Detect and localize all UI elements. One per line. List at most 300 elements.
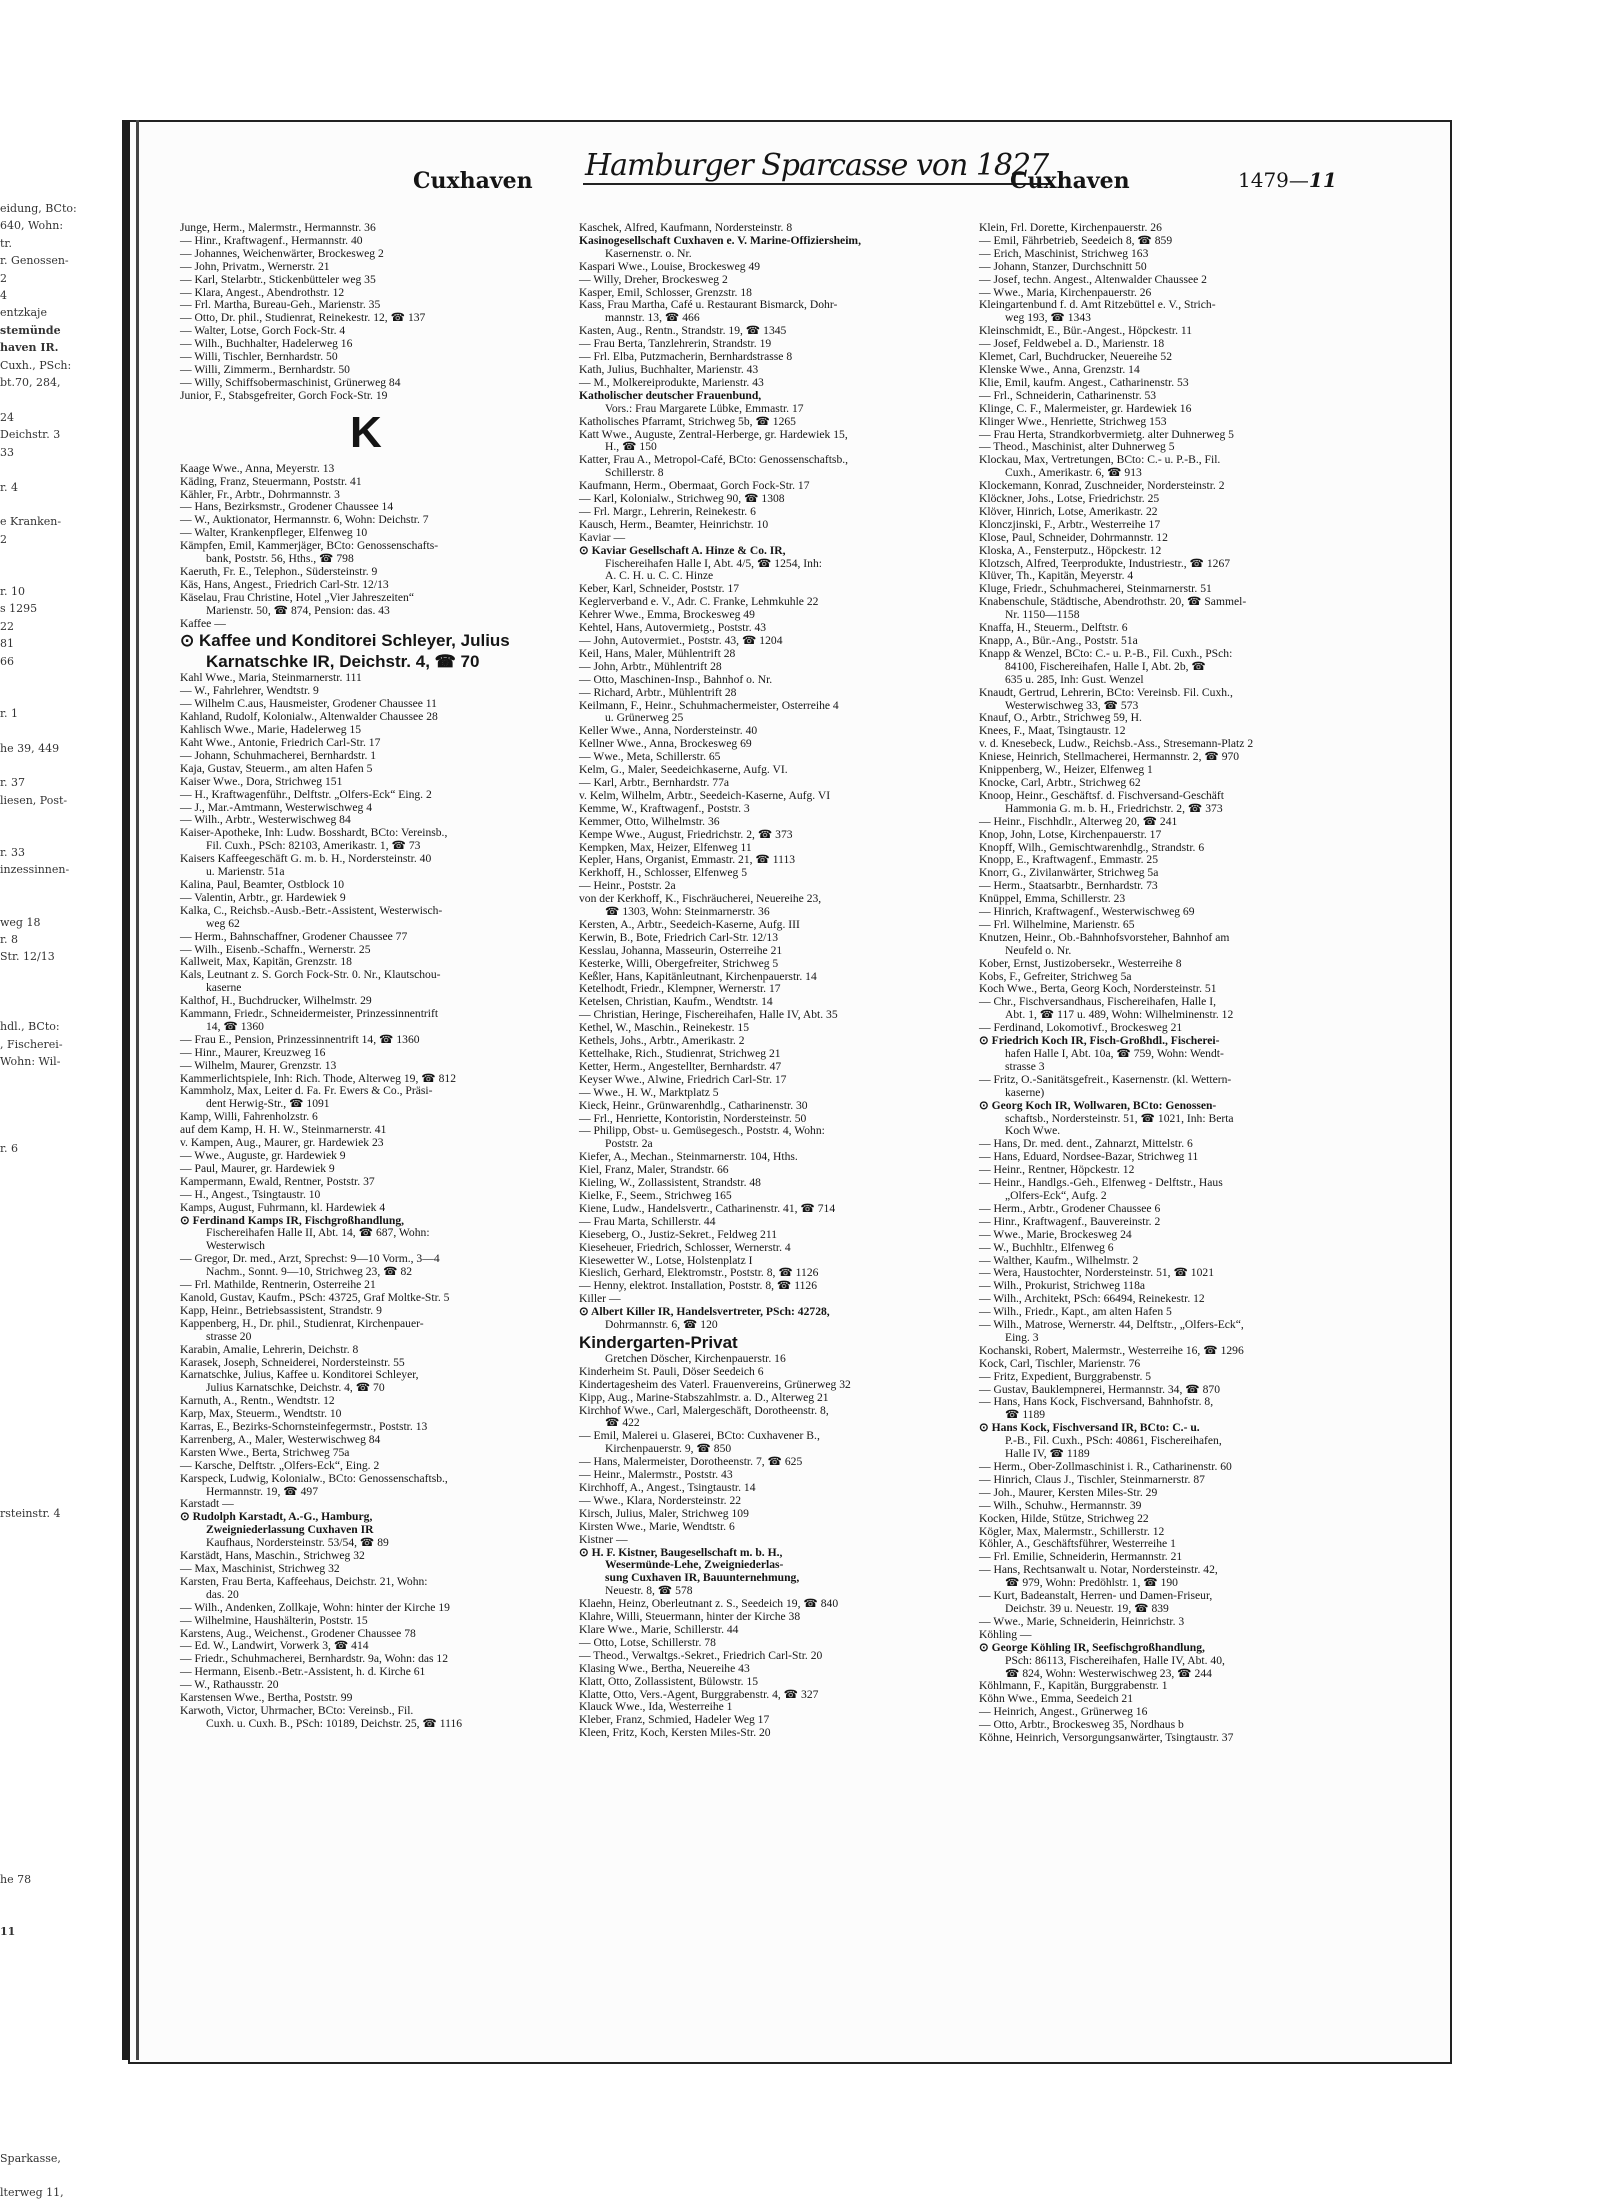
- prev-page-fragment: [0, 1244, 120, 1261]
- directory-entry: — Wilh., Buchhalter, Hadelerweg 16: [180, 337, 353, 351]
- directory-entry: Karnuth, A., Rentn., Wendtstr. 12: [180, 1394, 335, 1408]
- page-number-main: 1479—: [1238, 168, 1309, 192]
- prev-page-fragment: [0, 1436, 120, 1453]
- directory-entry: u. Marienstr. 51a: [206, 865, 285, 879]
- directory-entry: — Wilhelmine, Haushälterin, Poststr. 15: [180, 1613, 368, 1627]
- directory-entry: — Frl., Schneiderin, Catharinenstr. 53: [979, 388, 1157, 402]
- directory-entry: — Hans, Malermeister, Dorotheenstr. 7, ☎ 625: [579, 1455, 803, 1469]
- directory-entry: Karnatschke IR, Deichstr. 4, ☎ 70: [206, 652, 480, 672]
- directory-entry: Klein, Frl. Dorette, Kirchenpauerstr. 26: [979, 221, 1162, 234]
- prev-page-fragment: inzessinnen-: [0, 863, 70, 877]
- directory-entry: Karnatschke, Julius, Kaffee u. Konditorei Schleyer,: [180, 1368, 419, 1382]
- prev-page-fragment: [0, 391, 120, 408]
- directory-entry: Zweigniederlassung Cuxhaven IR: [206, 1523, 374, 1537]
- directory-entry: — Johann, Schuhmacherei, Bernhardstr. 1: [180, 748, 377, 762]
- header-city-right: Cuxhaven: [1010, 168, 1130, 194]
- directory-entry: Ketter, Herm., Angestellter, Bernhardstr. 47: [579, 1059, 782, 1073]
- directory-entry: — Willi, Zimmerm., Bernhardstr. 50: [180, 362, 350, 376]
- prev-page-fragment: 2: [0, 532, 7, 546]
- prev-page-fragment: [0, 2097, 120, 2114]
- directory-entry: Kahl Wwe., Maria, Steinmarnerstr. 111: [180, 671, 362, 685]
- prev-page-fragment: 2: [0, 271, 7, 285]
- prev-page-fragment: [0, 1384, 120, 1401]
- directory-entry: — Fritz, O.-Sanitätsgefreit., Kasernenstr. (kl. Wettern-: [979, 1072, 1232, 1086]
- directory-entry: Köhling —: [979, 1627, 1032, 1641]
- directory-entry: — Wilh., Eisenb.-Schaffn., Wernerstr. 25: [180, 942, 371, 956]
- directory-entry: Kochanski, Robert, Malermstr., Westerreihe 16, ☎ 1296: [979, 1343, 1244, 1357]
- directory-entry: Kluge, Friedr., Schuhmacherei, Steinmarnerstr. 51: [979, 582, 1212, 596]
- directory-entry: Julius Karnatschke, Deichstr. 4, ☎ 70: [206, 1381, 385, 1395]
- directory-entry: Kieck, Heinr., Grünwarenhdlg., Catharinenstr. 30: [579, 1098, 808, 1112]
- prev-page-fragment: [0, 896, 120, 913]
- directory-entry: Klenske Wwe., Anna, Grenzstr. 14: [979, 362, 1140, 376]
- prev-page-fragment: [0, 1105, 120, 1122]
- directory-entry: — Josef, Feldwebel a. D., Marienstr. 18: [979, 337, 1165, 351]
- prev-page-fragment: [0, 1714, 120, 1731]
- directory-entry: — Emil, Fährbetrieb, Seedeich 8, ☎ 859: [979, 233, 1173, 247]
- directory-entry: Kaufhaus, Nordersteinstr. 53/54, ☎ 89: [206, 1536, 389, 1550]
- directory-entry: Kämpfen, Emil, Kammerjäger, BCto: Genossenschafts-: [180, 539, 439, 553]
- directory-entry: Klare Wwe., Marie, Schillerstr. 44: [579, 1622, 739, 1636]
- directory-entry: Karstensen Wwe., Bertha, Poststr. 99: [180, 1691, 353, 1705]
- directory-entry: — Wilh., Andenken, Zollkaje, Wohn: hinter der Kirche 19: [180, 1600, 450, 1614]
- directory-entry: — Ferdinand, Lokomotivf., Brockesweg 21: [979, 1021, 1183, 1035]
- prev-page-fragment: hdl., BCto:: [0, 1020, 60, 1034]
- directory-entry: Kipp, Aug., Marine-Stabszahlmstr. a. D., Alterweg 21: [579, 1390, 829, 1404]
- directory-entry: — Wilhelm C.aus, Hausmeister, Grodener Chaussee 11: [180, 697, 437, 711]
- directory-entry: — Walther, Kaufm., Wilhelmstr. 2: [979, 1253, 1139, 1267]
- directory-entry: — Heinr., Poststr. 2a: [579, 879, 676, 893]
- directory-entry: — Paul, Maurer, gr. Hardewiek 9: [180, 1161, 335, 1175]
- prev-page-fragment: [0, 1819, 120, 1836]
- directory-entry: Kirsch, Julius, Maler, Strichweg 109: [579, 1506, 749, 1520]
- directory-entry: Kemmer, Otto, Wilhelmstr. 36: [579, 814, 720, 828]
- directory-entry: Kleinschmidt, E., Bür.-Angest., Höpckestr. 11: [979, 324, 1193, 338]
- directory-entry: v. Kampen, Aug., Maurer, gr. Hardewiek 23: [180, 1136, 384, 1150]
- directory-entry: — Henny, elektrot. Installation, Poststr. 8, ☎ 1126: [579, 1279, 818, 1293]
- directory-entry: weg 193, ☎ 1343: [1005, 311, 1091, 325]
- directory-entry: Köhlmann, F., Kapitän, Burggrabenstr. 1: [979, 1679, 1168, 1693]
- logo-text: Hamburger Sparcasse von 1827: [585, 148, 1049, 183]
- prev-page-fragment: [0, 1349, 120, 1366]
- directory-entry: Junior, F., Stabsgefreiter, Gorch Fock-Str. 19: [180, 388, 388, 402]
- directory-entry: Kelm, G., Maler, Seedeichkaserne, Aufg. VI.: [579, 763, 788, 777]
- directory-entry: Knoop, Heinr., Geschäftsf. d. Fischversand-Geschäft: [979, 788, 1225, 802]
- directory-entry: — Wera, Haustochter, Nordersteinstr. 51, ☎ 1021: [979, 1266, 1214, 1280]
- directory-entry: Kasten, Aug., Rentn., Strandstr. 19, ☎ 1345: [579, 324, 787, 338]
- binding-gutter: [122, 120, 130, 2060]
- directory-entry: — Frl. Martha, Bureau-Geh., Marienstr. 35: [180, 298, 381, 312]
- directory-entry: — Willy, Dreher, Brockesweg 2: [579, 272, 728, 286]
- prev-page-fragment: [0, 1314, 120, 1331]
- directory-entry: — Christian, Heringe, Fischereihafen, Halle IV, Abt. 35: [579, 1008, 838, 1022]
- directory-entry: Knippenberg, W., Heizer, Elfenweg 1: [979, 763, 1153, 777]
- directory-entry: schaftsb., Nordersteinstr. 51, ☎ 1021, Inh: Berta: [1005, 1111, 1234, 1125]
- prev-page-fragment: [0, 1401, 120, 1418]
- directory-entry: Kass, Frau Martha, Café u. Restaurant Bismarck, Dohr-: [579, 298, 838, 312]
- prev-page-fragment: [0, 966, 120, 983]
- directory-entry: Knutzen, Heinr., Ob.-Bahnhofsvorsteher, Bahnhof am: [979, 930, 1230, 944]
- directory-entry: Kieslich, Gerhard, Elektromstr., Poststr. 8, ☎ 1126: [579, 1266, 819, 1280]
- directory-entry: — W., Auktionator, Hermannstr. 6, Wohn: Deichstr. 7: [180, 513, 429, 527]
- directory-entry: — Hans, Dr. med. dent., Zahnarzt, Mittelstr. 6: [979, 1137, 1193, 1151]
- directory-entry: — Karl, Arbtr., Bernhardstr. 77a: [579, 775, 730, 789]
- directory-entry: Klonczjinski, F., Arbtr., Westerreihe 17: [979, 517, 1161, 531]
- directory-entry: — Heinr., Handlgs.-Geh., Elfenweg - Delftstr., Haus: [979, 1176, 1223, 1190]
- directory-entry: strasse 20: [206, 1329, 252, 1343]
- directory-entry: Knapp & Wenzel, BCto: C.- u. P.-B., Fil. Cuxh., PSch:: [979, 646, 1233, 660]
- prev-page-fragment: [0, 1070, 120, 1087]
- directory-entry: — Herm., Bahnschaffner, Grodener Chaussee 77: [180, 929, 408, 943]
- directory-entry: — Gustav, Bauklempnerei, Hermannstr. 34, ☎ 870: [979, 1382, 1221, 1396]
- prev-page-fragment: [0, 1453, 120, 1470]
- prev-page-fragment: r. 37: [0, 776, 26, 790]
- directory-entry: ⊙ Albert Killer IR, Handelsvertreter, PSch: 42728,: [579, 1305, 830, 1319]
- directory-entry: Kaiser Wwe., Dora, Strichweg 151: [180, 774, 343, 788]
- directory-entry: P.-B., Fil. Cuxh., PSch: 40861, Fischereihafen,: [1005, 1434, 1222, 1448]
- directory-entry: Wesermünde-Lehe, Zweigniederlas-: [605, 1558, 784, 1572]
- directory-entry: Vors.: Frau Margarete Lübke, Emmastr. 17: [605, 401, 804, 415]
- directory-entry: ⊙ George Köhling IR, Seefischgroßhandlung,: [979, 1640, 1205, 1654]
- directory-entry: Kirchhof Wwe., Carl, Malergeschäft, Dorotheenstr. 8,: [579, 1403, 829, 1417]
- directory-entry: — Wilh., Prokurist, Strichweg 118a: [979, 1279, 1146, 1293]
- directory-entry: ⊙ Georg Koch IR, Wollwaren, BCto: Genossen-: [979, 1098, 1217, 1112]
- directory-entry: Keil, Hans, Maler, Mühlentrift 28: [579, 646, 736, 660]
- directory-entry: — Josef, techn. Angest., Altenwalder Chaussee 2: [979, 272, 1207, 286]
- prev-page-fragment: [0, 1627, 120, 1644]
- directory-entry: von der Kerkhoff, K., Fischräucherei, Neuereihe 23,: [579, 892, 822, 906]
- prev-page-fragment: [0, 1662, 120, 1679]
- directory-entry: weg 62: [206, 916, 240, 930]
- directory-entry: Kemme, W., Kraftwagenf., Poststr. 3: [579, 801, 750, 815]
- directory-entry: — Richard, Arbtr., Mühlentrift 28: [579, 685, 737, 699]
- directory-entry: — Walter, Lotse, Gorch Fock-Str. 4: [180, 324, 346, 338]
- directory-entry: Ketelsen, Christian, Kaufm., Wendtstr. 14: [579, 995, 773, 1009]
- directory-entry: Kaisers Kaffeegeschäft G. m. b. H., Nordersteinstr. 40: [180, 852, 432, 866]
- directory-entry: Klockemann, Konrad, Zuschneider, Nordersteinstr. 2: [979, 479, 1225, 493]
- directory-entry: — Gregor, Dr. med., Arzt, Sprechst: 9—10 Vorm., 3—4: [180, 1252, 440, 1266]
- directory-entry: Deichstr. 39 u. Neuestr. 19, ☎ 839: [1005, 1601, 1169, 1615]
- prev-page-fragment: 11: [0, 1925, 16, 1939]
- directory-entry: — Wwe., Auguste, gr. Hardewiek 9: [180, 1149, 346, 1162]
- directory-entry: ☎ 1189: [1005, 1408, 1046, 1422]
- directory-entry: Knüppel, Emma, Schillerstr. 23: [979, 892, 1126, 906]
- directory-entry: Fischereihafen Halle II, Abt. 14, ☎ 687, Wohn:: [206, 1226, 430, 1240]
- directory-entry: Kehrer Wwe., Emma, Brockesweg 49: [579, 608, 755, 622]
- directory-entry: — Otto, Arbtr., Brockesweg 35, Nordhaus b: [979, 1718, 1184, 1732]
- prev-page-fragment: , Fischerei-: [0, 1037, 63, 1051]
- directory-entry: v. d. Knesebeck, Ludw., Reichsb.-Ass., Stresemann-Platz 2: [979, 737, 1254, 751]
- prev-page-fragment: bt.70, 284,: [0, 376, 61, 390]
- directory-entry: — Chr., Fischversandhaus, Fischereihafen, Halle I,: [979, 995, 1216, 1009]
- directory-entry: Kepler, Hans, Organist, Emmastr. 21, ☎ 1113: [579, 853, 796, 867]
- directory-entry: — W., Rathausstr. 20: [180, 1678, 279, 1692]
- prev-page-fragment: entzkaje: [0, 306, 47, 320]
- directory-entry: Kiefer, A., Mechan., Steinmarnerstr. 104, Hths.: [579, 1150, 798, 1164]
- prev-page-fragment: [0, 827, 120, 844]
- prev-page-fragment: [0, 1680, 120, 1697]
- prev-page-fragment: e Kranken-: [0, 515, 62, 529]
- directory-entry: — W., Buchhltr., Elfenweg 6: [979, 1240, 1114, 1254]
- directory-entry: Kaufmann, Herm., Obermaat, Gorch Fock-Str. 17: [579, 479, 810, 493]
- directory-entry: 84100, Fischereihafen, Halle I, Abt. 2b, ☎: [1005, 659, 1206, 673]
- prev-page-fragment: [0, 1192, 120, 1209]
- directory-entry: Kindertagesheim des Vaterl. Frauenvereins, Grünerweg 32: [579, 1377, 851, 1391]
- directory-entry: ⊙ Kaviar Gesellschaft A. Hinze & Co. IR,: [579, 543, 786, 557]
- prev-page-fragment: [0, 1088, 120, 1105]
- directory-entry: Kaage Wwe., Anna, Meyerstr. 13: [180, 461, 335, 475]
- directory-entry: Klöckner, Johs., Lotse, Friedrichstr. 25: [979, 492, 1160, 506]
- prev-page-fragment: [0, 1262, 120, 1279]
- directory-entry: — Hinr., Maurer, Kreuzweg 16: [180, 1045, 326, 1059]
- directory-entry: Klotzsch, Alfred, Teerprodukte, Industriestr., ☎ 1267: [979, 556, 1231, 570]
- directory-entry: Klatt, Otto, Zollassistent, Bülowstr. 15: [579, 1674, 759, 1688]
- directory-entry: Kammerlichtspiele, Inh: Rich. Thode, Alterweg 19, ☎ 812: [180, 1071, 456, 1085]
- directory-entry: Karstädt, Hans, Maschin., Strichweg 32: [180, 1549, 365, 1563]
- prev-page-fragment: [0, 1784, 120, 1801]
- directory-entry: ⊙ Friedrich Koch IR, Fisch-Großhdl., Fischerei-: [979, 1034, 1220, 1048]
- directory-entry: — Karl, Stelarbtr., Stickenbütteler weg 35: [180, 272, 376, 286]
- header-city-left: Cuxhaven: [413, 168, 533, 194]
- directory-entry: — Frau Herta, Strandkorbvermietg. alter Duhnerweg 5: [979, 427, 1234, 441]
- directory-entry: Kirchenpauerstr. 9, ☎ 850: [605, 1442, 732, 1456]
- directory-entry: Kaschek, Alfred, Kaufmann, Nordersteinstr. 8: [579, 221, 793, 234]
- directory-entry: — John, Autovermiet., Poststr. 43, ☎ 1204: [579, 634, 783, 647]
- directory-entry: — Frl. Wilhelmine, Marienstr. 65: [979, 917, 1135, 931]
- directory-entry: — Hans, Eduard, Nordsee-Bazar, Strichweg 11: [979, 1150, 1199, 1164]
- directory-entry: Kaeruth, Fr. E., Telephon., Südersteinstr. 9: [180, 564, 378, 578]
- directory-entry: Keilmann, F., Heinr., Schuhmachermeister, Osterreihe 4: [579, 698, 839, 712]
- directory-entry: — Willi, Tischler, Bernhardstr. 50: [180, 350, 338, 364]
- prev-page-fragment: [0, 1471, 120, 1488]
- directory-entry: Kahland, Rudolf, Kolonialw., Altenwalder Chaussee 28: [180, 710, 438, 724]
- directory-entry: Kleber, Franz, Schmied, Hadeler Weg 17: [579, 1713, 770, 1727]
- directory-entry: Kallweit, Max, Kapitän, Grenzstr. 18: [180, 955, 352, 969]
- directory-entry: — Frl. Elba, Putzmacherin, Bernhardstrasse 8: [579, 350, 793, 364]
- directory-entry: Karsten, Frau Berta, Kaffeehaus, Deichstr. 21, Wohn:: [180, 1574, 428, 1588]
- prev-page-fragment: 24: [0, 410, 14, 424]
- directory-entry: Hermannstr. 19, ☎ 497: [206, 1484, 319, 1498]
- directory-entry: Kausch, Herm., Beamter, Heinrichstr. 10: [579, 517, 769, 531]
- directory-entry: — Klara, Angest., Abendrothstr. 12: [180, 285, 345, 299]
- directory-entry: Marienstr. 50, ☎ 874, Pension: das. 43: [206, 603, 390, 617]
- directory-entry: Schillerstr. 8: [605, 466, 664, 480]
- directory-entry: Kampermann, Ewald, Rentner, Poststr. 37: [180, 1174, 375, 1188]
- prev-page-fragment: s 1295: [0, 602, 38, 616]
- directory-entry: Klahre, Willi, Steuermann, hinter der Kirche 38: [579, 1610, 801, 1624]
- page-number-suffix: 11: [1308, 168, 1337, 192]
- directory-entry: — Hinrich, Kraftwagenf., Westerwischweg 69: [979, 905, 1195, 919]
- directory-entry: Kiesewetter W., Lotse, Holstenplatz I: [579, 1253, 753, 1267]
- prev-page-fragment: [0, 1645, 120, 1662]
- directory-entry: — Wwe., Meta, Schillerstr. 65: [579, 750, 721, 764]
- directory-entry: Kempken, Max, Heizer, Elfenweg 11: [579, 840, 752, 854]
- directory-entry: Kirchhoff, A., Angest., Tsingtaustr. 14: [579, 1481, 756, 1494]
- directory-entry: — Hermann, Eisenb.-Betr.-Assistent, h. d. Kirche 61: [180, 1665, 426, 1679]
- directory-entry: — Emil, Malerei u. Glaserei, BCto: Cuxhavener B.,: [579, 1429, 820, 1443]
- directory-entry: Kesslau, Johanna, Masseurin, Osterreihe 21: [579, 943, 783, 957]
- directory-entry: Katter, Frau A., Metropol-Café, BCto: Genossenschaftsb.,: [579, 453, 849, 467]
- directory-entry: Cuxh. u. Cuxh. B., PSch: 10189, Deichstr. 25, ☎ 1116: [206, 1716, 463, 1730]
- prev-page-fragment: r. 33: [0, 846, 26, 860]
- directory-column-3: [979, 222, 1349, 2002]
- directory-entry: Kiene, Ludw., Handelsvertr., Catharinenstr. 41, ☎ 714: [579, 1201, 836, 1215]
- directory-entry: PSch: 86113, Fischereihafen, Halle IV, Abt. 40,: [1005, 1653, 1225, 1667]
- directory-entry: Kloska, A., Fensterputz., Höpckestr. 12: [979, 543, 1162, 557]
- directory-entry: Keller Wwe., Anna, Nordersteinstr. 40: [579, 724, 758, 738]
- directory-entry: — Hans, Hans Kock, Fischversand, Bahnhofstr. 8,: [979, 1395, 1214, 1409]
- directory-entry: — W., Fahrlehrer, Wendtstr. 9: [180, 684, 319, 698]
- prev-page-fragment: [0, 1593, 120, 1610]
- prev-page-fragment: liesen, Post-: [0, 793, 68, 807]
- directory-entry: Knauf, O., Arbtr., Strichweg 59, H.: [979, 711, 1142, 725]
- directory-entry: Gretchen Döscher, Kirchenpauerstr. 16: [605, 1351, 786, 1365]
- prev-page-fragment: 66: [0, 654, 14, 668]
- directory-entry: Neufeld o. Nr.: [1005, 943, 1072, 957]
- directory-entry: Karp, Max, Steuerm., Wendtstr. 10: [180, 1407, 342, 1421]
- directory-entry: Kellner Wwe., Anna, Brockesweg 69: [579, 737, 752, 751]
- directory-entry: Käding, Franz, Steuermann, Poststr. 41: [180, 474, 362, 488]
- directory-entry: Kasernenstr. o. Nr.: [605, 246, 692, 260]
- directory-entry: — Friedr., Schuhmacherei, Bernhardstr. 9a, Wohn: das 12: [180, 1652, 449, 1666]
- directory-entry: 635 u. 285, Inh: Gust. Wenzel: [1005, 672, 1144, 686]
- directory-entry: — M., Molkereiprodukte, Marienstr. 43: [579, 375, 764, 389]
- prev-page-fragment: Str. 12/13: [0, 950, 55, 964]
- directory-entry: — Herm., Arbtr., Grodener Chaussee 6: [979, 1201, 1161, 1215]
- prev-page-fragment: [0, 1157, 120, 1174]
- prev-page-fragment: [0, 1801, 120, 1818]
- directory-entry: Kersten, A., Arbtr., Seedeich-Kaserne, Aufg. III: [579, 917, 800, 931]
- prev-page-fragment: r. 4: [0, 480, 19, 494]
- directory-entry: Köhn Wwe., Emma, Seedeich 21: [979, 1692, 1134, 1706]
- directory-entry: Katholischer deutscher Frauenbund,: [579, 388, 762, 402]
- directory-entry: — Herm., Staatsarbtr., Bernhardstr. 73: [979, 879, 1158, 893]
- prev-page-fragment: [0, 1331, 120, 1348]
- prev-page-fragment: [0, 1210, 120, 1227]
- directory-entry: — John, Privatm., Wernerstr. 21: [180, 259, 330, 273]
- page-number: [1238, 168, 1337, 192]
- directory-entry: Westerwisch: [206, 1239, 265, 1253]
- directory-entry: — Wilh., Schuhw., Hermannstr. 39: [979, 1498, 1142, 1512]
- prev-page-fragment: [0, 1123, 120, 1140]
- directory-entry: — Hans, Rechtsanwalt u. Notar, Nordersteinstr. 42,: [979, 1563, 1218, 1577]
- prev-page-fragment: [0, 1836, 120, 1853]
- prev-page-fragment: 640, Wohn:: [0, 219, 64, 233]
- directory-entry: Knop, John, Lotse, Kirchenpauerstr. 17: [979, 827, 1162, 841]
- directory-entry: — Theod., Verwaltgs.-Sekret., Friedrich Carl-Str. 20: [579, 1648, 823, 1662]
- prev-page-fragment: [0, 2028, 120, 2045]
- prev-page-fragment: Deichstr. 3: [0, 428, 61, 442]
- prev-page-fragment: he 39, 449: [0, 741, 60, 755]
- directory-entry: Köhler, A., Geschäftsführer, Westerreihe 1: [979, 1537, 1176, 1551]
- directory-entry: Käs, Hans, Angest., Friedrich Carl-Str. 12/13: [180, 577, 389, 591]
- directory-entry: bank, Poststr. 56, Hths., ☎ 798: [206, 552, 354, 566]
- directory-entry: auf dem Kamp, H. H. W., Steinmarnerstr. 41: [180, 1123, 387, 1137]
- directory-entry: — Wilh., Friedr., Kapt., am alten Hafen 5: [979, 1305, 1172, 1319]
- directory-entry: ⊙ Ferdinand Kamps IR, Fischgroßhandlung,: [180, 1213, 405, 1227]
- directory-entry: Kamp, Willi, Fahrenholzstr. 6: [180, 1110, 318, 1124]
- prev-page-fragment: [0, 2080, 120, 2097]
- prev-page-fragment: [0, 757, 120, 774]
- prev-page-fragment: [0, 566, 120, 583]
- directory-entry: Kerkhoff, H., Schlosser, Elfenweg 5: [579, 866, 748, 880]
- directory-entry: Kleen, Fritz, Koch, Kersten Miles-Str. 20: [579, 1726, 771, 1740]
- directory-entry: Klasing Wwe., Bertha, Neuereihe 43: [579, 1661, 750, 1675]
- directory-entry: Klockau, Max, Vertretungen, BCto: C.- u. P.-B., Fil.: [979, 453, 1221, 467]
- prev-page-fragment: [0, 1279, 120, 1296]
- directory-entry: „Olfers-Eck“, Aufg. 2: [1005, 1188, 1107, 1202]
- directory-entry: ⊙ H. F. Kistner, Baugesellschaft m. b. H.,: [579, 1545, 783, 1559]
- prev-page-fragment: rsteinstr. 4: [0, 1507, 61, 1521]
- directory-entry: — Ed. W., Landwirt, Vorwerk 3, ☎ 414: [180, 1639, 369, 1653]
- directory-entry: Kleingartenbund f. d. Amt Ritzebüttel e. V., Strich-: [979, 298, 1216, 312]
- directory-entry: Kals, Leutnant z. S. Gorch Fock-Str. 0. Nr., Klautschou-: [180, 968, 441, 982]
- directory-entry: Nr. 1150—1158: [1005, 608, 1080, 622]
- directory-entry: — Erich, Maschinist, Strichweg 163: [979, 246, 1149, 260]
- directory-entry: Kammann, Friedr., Schneidermeister, Prinzessinnentrift: [180, 1007, 439, 1021]
- directory-entry: hafen Halle I, Abt. 10a, ☎ 759, Wohn: Wendt-: [1005, 1047, 1224, 1060]
- prev-page-fragment: [0, 1975, 120, 1992]
- directory-entry: — J., Mar.-Amtmann, Westerwischweg 4: [180, 800, 373, 814]
- directory-entry: — Wwe., Klara, Nordersteinstr. 22: [579, 1493, 742, 1507]
- directory-entry: Kiel, Franz, Maler, Strandstr. 66: [579, 1163, 729, 1177]
- prev-page-fragment: [0, 687, 120, 704]
- directory-entry: Kielke, F., Seem., Strichweg 165: [579, 1188, 732, 1202]
- directory-entry: — Heinr., Malermstr., Poststr. 43: [579, 1468, 733, 1482]
- directory-entry: Karabin, Amalie, Lehrerin, Deichstr. 8: [180, 1342, 359, 1356]
- prev-page-fragment: 22: [0, 619, 14, 633]
- prev-page-fragment: [0, 1958, 120, 1975]
- directory-entry: Nachm., Sonnt. 9—10, Strichweg 23, ☎ 82: [206, 1265, 413, 1279]
- directory-entry: Kapp, Heinr., Betriebsassistent, Strandstr. 9: [180, 1303, 382, 1317]
- directory-entry: Knapp, A., Bür.-Ang., Poststr. 51a: [979, 634, 1138, 647]
- prev-page-fragment: r. 1: [0, 706, 19, 720]
- directory-entry: Kögler, Max, Malermstr., Schillerstr. 12: [979, 1524, 1165, 1538]
- directory-entry: — Otto, Lotse, Schillerstr. 78: [579, 1635, 716, 1649]
- directory-entry: Kethel, W., Maschin., Reinekestr. 15: [579, 1021, 750, 1035]
- directory-entry: — Wilhelm, Maurer, Grenzstr. 13: [180, 1058, 337, 1072]
- directory-entry: Käselau, Frau Christine, Hotel „Vier Jahreszeiten“: [180, 590, 414, 604]
- directory-entry: Karsten Wwe., Berta, Strichweg 75a: [180, 1445, 350, 1459]
- directory-entry: Kammholz, Max, Leiter d. Fa. Fr. Ewers & Co., Präsi-: [180, 1084, 433, 1098]
- directory-entry: Kähler, Fr., Arbtr., Dohrmannstr. 3: [180, 487, 340, 501]
- directory-entry: Karstadt —: [180, 1497, 234, 1511]
- directory-entry: A. C. H. u. C. C. Hinze: [605, 569, 714, 583]
- directory-entry: Kobs, F., Gefreiter, Strichweg 5a: [979, 969, 1132, 983]
- directory-entry: — Frau E., Pension, Prinzessinnentrift 14, ☎ 1360: [180, 1032, 420, 1046]
- prev-page-fragment: tr.: [0, 236, 12, 250]
- directory-entry: sung Cuxhaven IR, Bauunternehmung,: [605, 1571, 800, 1585]
- directory-entry: — Walter, Krankenpfleger, Elfenweg 10: [180, 526, 368, 540]
- directory-entry: — Heinrich, Angest., Grünerweg 16: [979, 1705, 1148, 1719]
- prev-page-fragment: [0, 2045, 120, 2062]
- directory-entry: — Johannes, Weichenwärter, Brockesweg 2: [180, 246, 384, 260]
- directory-entry: — H., Angest., Tsingtaustr. 10: [180, 1187, 321, 1201]
- prev-page-fragment: [0, 1993, 120, 2010]
- previous-page-edge: [0, 200, 120, 2200]
- directory-entry: Dohrmannstr. 6, ☎ 120: [605, 1318, 718, 1332]
- prev-page-fragment: [0, 496, 120, 513]
- directory-entry: — Theod., Maschinist, alter Duhnerweg 5: [979, 440, 1175, 454]
- prev-page-fragment: lterweg 11,: [0, 2186, 64, 2200]
- directory-entry: ☎ 979, Wohn: Predöhlstr. 1, ☎ 190: [1005, 1576, 1178, 1590]
- directory-entry: ⊙ Kaffee und Konditorei Schleyer, Julius: [180, 631, 510, 651]
- directory-entry: Kaja, Gustav, Steuerm., am alten Hafen 5: [180, 761, 373, 775]
- directory-entry: Kanold, Gustav, Kaufm., PSch: 43725, Graf Moltke-Str. 5: [180, 1290, 450, 1304]
- prev-page-fragment: Cuxh., PSch:: [0, 358, 72, 372]
- directory-entry: — Hinr., Kraftwagenf., Bauvereinstr. 2: [979, 1214, 1161, 1228]
- directory-entry: — Wwe., H. W., Marktplatz 5: [579, 1085, 719, 1099]
